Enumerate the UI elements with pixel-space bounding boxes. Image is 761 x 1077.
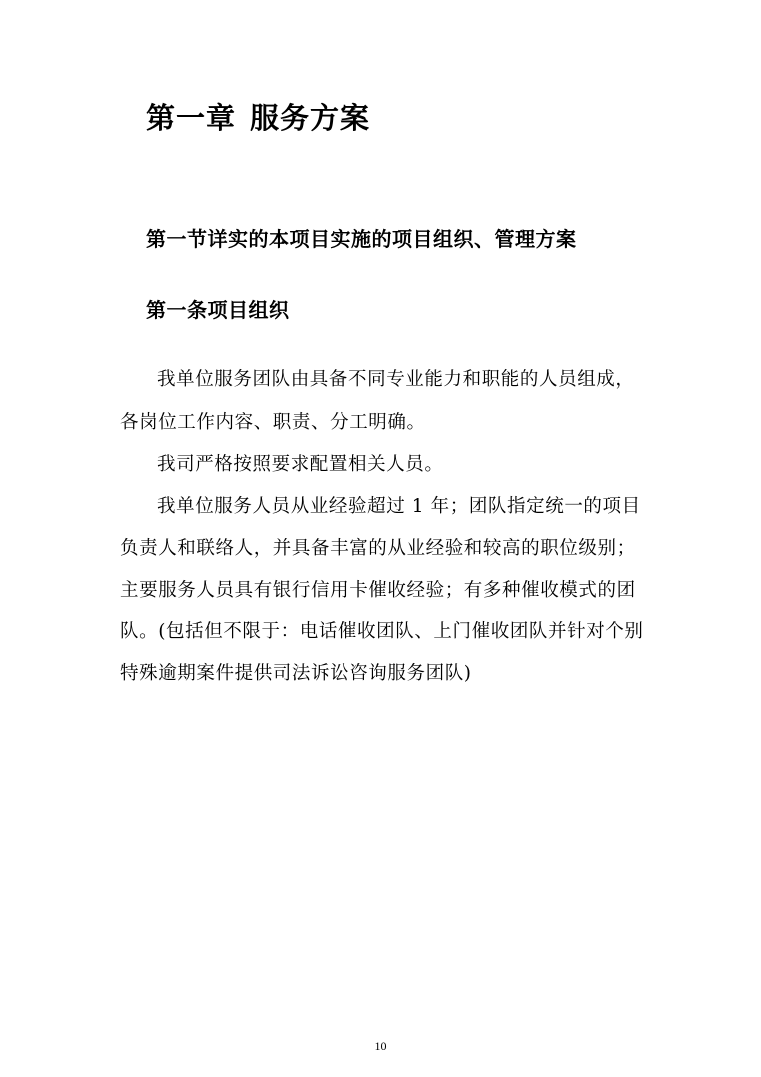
paragraph-line: 各岗位工作内容、职责、分工明确。 (120, 412, 426, 433)
paragraph-line: 我单位服务人员从业经验超过 1 年；团队指定统一的项目 (157, 496, 641, 517)
chapter-number: 第一章 (146, 101, 237, 135)
page-number: 10 (374, 1039, 387, 1053)
chapter-title (146, 98, 370, 138)
paragraph-line: 负责人和联络人，并具备丰富的从业经验和较高的职位级别； (120, 538, 636, 559)
paragraph-line: 我单位服务团队由具备不同专业能力和职能的人员组成， (157, 369, 635, 390)
article-title: 第一条项目组织 (146, 298, 290, 322)
chapter-name: 服务方案 (250, 101, 371, 135)
paragraph-line: 主要服务人员具有银行信用卡催收经验；有多种催收模式的团 (120, 580, 636, 601)
section-title: 第一节详实的本项目实施的项目组织、管理方案 (146, 227, 577, 251)
paragraph-line: 队。(包括但不限于：电话催收团队、上门催收团队并针对个别 (120, 621, 644, 642)
paragraph-line: 我司严格按照要求配置相关人员。 (157, 454, 444, 475)
paragraph-line: 特殊逾期案件提供司法诉讼咨询服务团队) (120, 663, 472, 684)
